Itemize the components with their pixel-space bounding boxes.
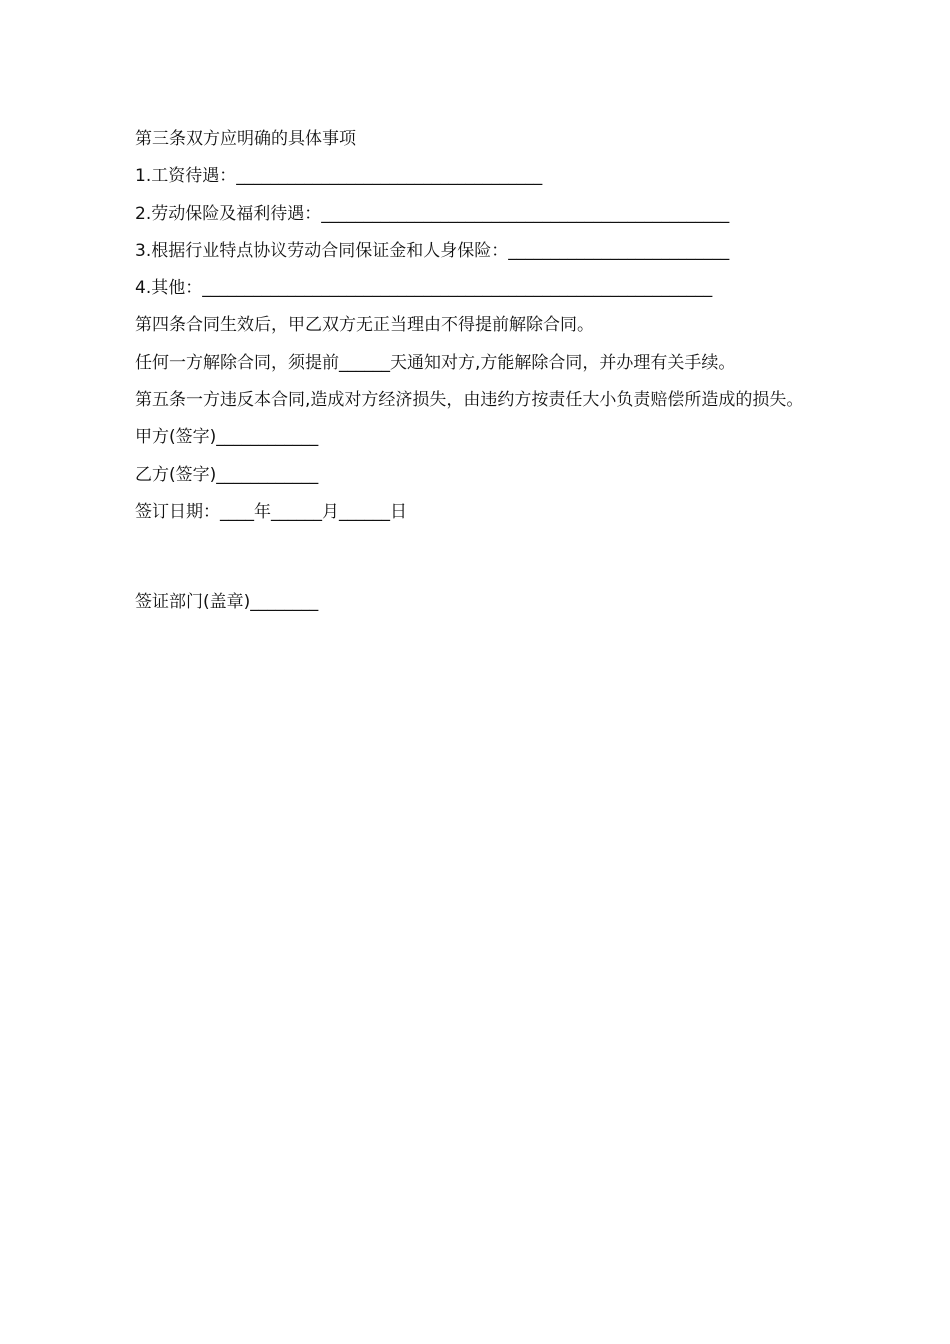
insurance-welfare-item: 2.劳动保险及福利待遇：________________________________________________ [135,203,730,224]
termination-notice-text: 任何一方解除合同，须提前______天通知对方,方能解除合同，并办理有关手续。 [135,352,736,373]
article-5-text: 第五条一方违反本合同,造成对方经济损失，由违约方按责任大小负责赔偿所造成的损失。 [135,390,804,411]
article-4-text: 第四条合同生效后，甲乙双方无正当理由不得提前解除合同。 [135,315,594,336]
spacer [115,531,840,584]
article-3-heading: 第三条双方应明确的具体事项 [135,129,356,149]
certifying-department-seal: 签证部门(盖章)________ [135,592,319,613]
party-b-signature: 乙方(签字)____________ [135,464,319,485]
deposit-insurance-item: 3.根据行业特点协议劳动合同保证金和人身保险：__________________________ [135,240,730,261]
document-body [115,121,840,622]
other-item: 4.其他：____________________________________________________________ [135,278,713,299]
signing-date: 签订日期：____年______月______日 [135,501,407,522]
party-a-signature: 甲方(签字)____________ [135,427,319,448]
salary-item: 1.工资待遇：____________________________________ [135,166,543,187]
